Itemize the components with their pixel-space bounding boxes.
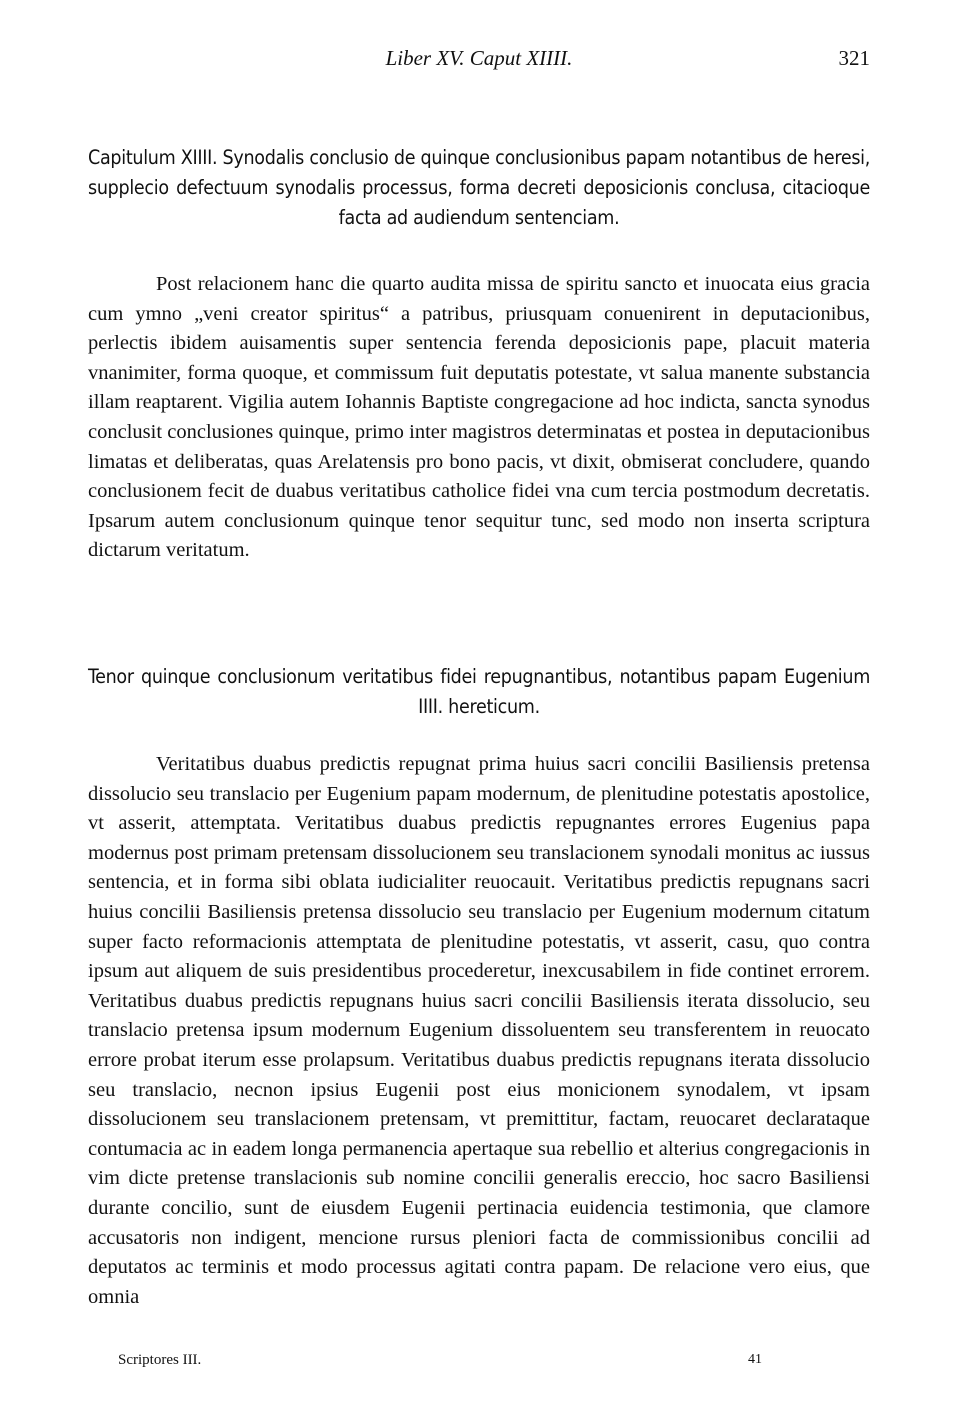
running-head [88, 46, 870, 76]
paragraph-first: Post relacionem hanc die quarto audita missa de spiritu sancto et inuocata eius gracia cum ymno „veni creator spiritus“ a patribus, priusquam conuenirent in deputacionibus, perlectis ibidem auisamentis super sentencia ferenda deposicionis pape, placuit materia vnanimiter, forma quoque, et commissum fuit deputatis potestate, vt salua manente substancia illam reaptarent. Vigilia autem Iohannis Baptiste congregacione ad hoc indicta, sancta synodus conclusit conclusiones quinque, primo inter magistros determinatas et postea in deputacionibus limatas et deliberatas, quas Arelatensis pro bono pacis, vt dixit, obmiserat concludere, quando conclusionem fecit de duabus veritatibus catholice fidei vna cum tercia postmodum decretatis. Ipsarum autem conclusionum quinque tenor sequitur tunc, sed modo non inserta scriptura dictarum veritatum. [88, 273, 870, 562]
signature-label: Scriptores III. [118, 1352, 202, 1368]
paragraph-second: Veritatibus duabus predictis repugnat prima huius sacri concilii Basiliensis pretensa dissolucio seu translacio per Eugenium papam modernum, de plenitudine potestatis apostolice, vt asserit, attemptata. Veritatibus duabus predictis repugnantes errores Eugenius papa modernus post primam pretensam dissolucionem seu translacionem synodali monitus ac iussus sentencia, et in forma sibi oblata iudicialiter reuocauit. Veritatibus predictis repugnans sacri huius concilii Basiliensis pretensa dissolucio seu translacio per Eugenium modernum citatum super facto reformacionis attemptata de plenitudine potestatis, vt asserit, casu, quo contra ipsum aut aliquem de suis presidentibus procederetur, inexcusabilem in fide continet errorem. Veritatibus duabus predictis repugnans huius sacri concilii Basiliensis iterata dissolucio, seu translacio pretensa ipsum modernum Eugenium dissoluentem seu transferentem in reuocato errore probat iterum esse prolapsum. Veritatibus duabus predictis repugnans iterata dissolucio seu translacio, necnon ipsius Eugenii post eius monicionem synodalem, vt ipsam dissolucionem seu translacionem pretensam, vt premittitur, factam, reuocaret declarataque contumacia ac in eadem longa permanencia apertaque sua rebellio et alterius congregacionis in vim dicte pretense translacionis sub nomine concilii generalis ereccio, hoc sacro Basiliensi durante concilio, sunt de eiusdem Eugenii pertinacia euidencia testimonia, que clamore accusatoris non indigent, mencione rursus pleniori facta de commissionibus concilii ad deputatos ac terminis et modo processus agitati contra papam. De relacione vero eius, que omnia [88, 753, 870, 1308]
section-heading: Tenor quinque conclusionum veritatibus fidei repugnantibus, notantibus papam Eugenium IIII. hereticum. [88, 665, 870, 718]
running-title: Liber XV. Caput XIIII. [385, 46, 573, 70]
chapter-heading: Capitulum XIIII. Synodalis conclusio de quinque conclusionibus papam notantibus de heresi, supplecio defectuum synodalis processus, forma decreti deposicionis conclusa, citacioque facta ad audiendum sentenciam. [88, 146, 870, 229]
book-page [88, 0, 870, 1405]
signature-number: 41 [748, 1352, 762, 1367]
page-number: 321 [838, 46, 870, 70]
page-footer [88, 1352, 870, 1376]
